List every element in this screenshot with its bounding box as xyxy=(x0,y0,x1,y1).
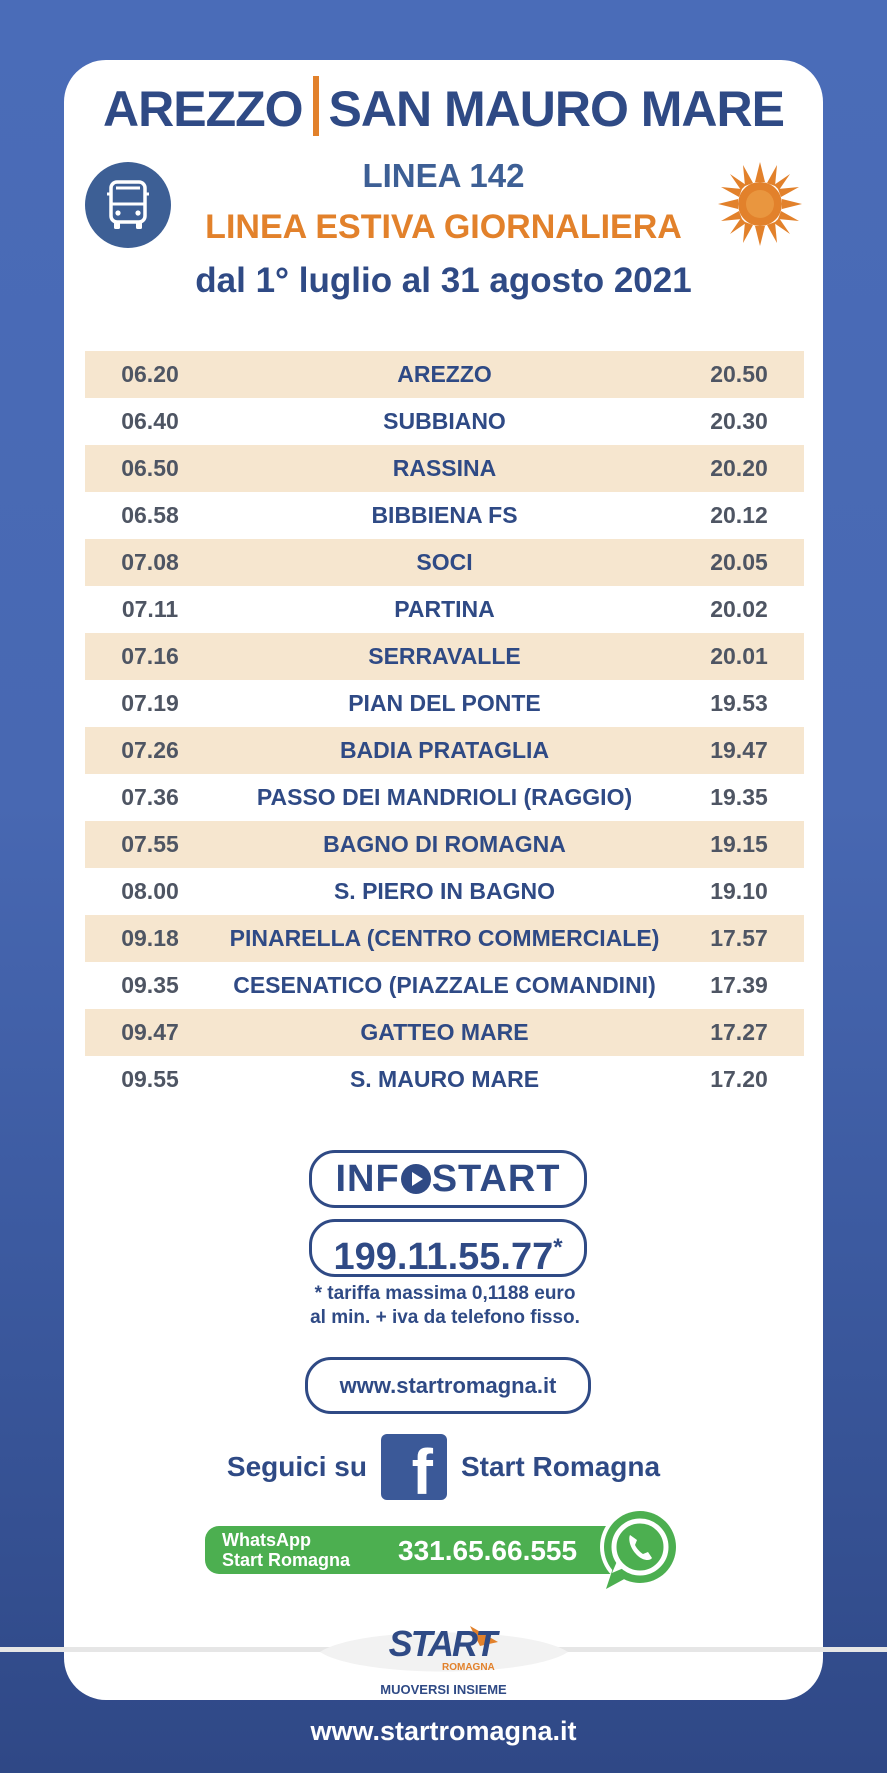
return-time: 20.20 xyxy=(710,455,768,481)
service-period: dal 1° luglio al 31 agosto 2021 xyxy=(195,261,692,300)
departure-time: 06.40 xyxy=(121,408,179,434)
return-time: 17.27 xyxy=(710,1019,768,1045)
timetable-row xyxy=(85,821,804,868)
infostart-phone[interactable] xyxy=(309,1219,587,1277)
departure-time: 08.00 xyxy=(121,878,179,904)
infostart-prefix: INF xyxy=(335,1158,400,1200)
return-time: 17.39 xyxy=(710,972,768,998)
stop-name: PASSO DEI MANDRIOLI (RAGGIO) xyxy=(256,784,633,810)
whatsapp-label xyxy=(222,1530,392,1570)
tariff-note xyxy=(240,1282,650,1330)
return-time: 20.01 xyxy=(710,643,768,669)
departure-time: 07.36 xyxy=(121,784,179,810)
timetable-row xyxy=(85,727,804,774)
departure-time: 07.55 xyxy=(121,831,179,857)
return-time: 20.50 xyxy=(710,361,768,387)
departure-time: 09.18 xyxy=(121,925,179,951)
stop-name: S. PIERO IN BAGNO xyxy=(333,878,556,904)
return-time: 17.20 xyxy=(710,1066,768,1092)
return-time: 19.10 xyxy=(710,878,768,904)
stop-name: AREZZO xyxy=(397,361,492,387)
timetable-row xyxy=(85,868,804,915)
return-time: 20.30 xyxy=(710,408,768,434)
timetable-row xyxy=(85,633,804,680)
stop-name: S. MAURO MARE xyxy=(349,1066,540,1092)
timetable-row xyxy=(85,680,804,727)
timetable-row xyxy=(85,445,804,492)
tariff-note-line-2: al min. + iva da telefono fisso. xyxy=(310,1307,580,1328)
timetable-row xyxy=(85,539,804,586)
departure-time: 07.19 xyxy=(121,690,179,716)
stop-name: PARTINA xyxy=(394,596,495,622)
logo-wordmark: START xyxy=(388,1623,496,1664)
whatsapp-label-line-1: WhatsApp xyxy=(222,1530,311,1550)
departure-time: 06.20 xyxy=(121,361,179,387)
return-time: 20.02 xyxy=(710,596,768,622)
return-time: 17.57 xyxy=(710,925,768,951)
follow-text: Seguici su xyxy=(226,1451,367,1482)
timetable-row xyxy=(85,398,804,445)
departure-time: 07.11 xyxy=(121,596,179,622)
whatsapp-icon[interactable] xyxy=(592,1503,686,1597)
return-time: 20.05 xyxy=(710,549,768,575)
departure-time: 09.35 xyxy=(121,972,179,998)
social-follow xyxy=(64,1432,823,1508)
stop-name: SERRAVALLE xyxy=(368,643,521,669)
return-time: 19.35 xyxy=(710,784,768,810)
departure-time: 06.58 xyxy=(121,502,179,528)
facebook-icon[interactable]: f xyxy=(381,1434,447,1500)
phone-asterisk: * xyxy=(553,1234,563,1261)
departure-time: 06.50 xyxy=(121,455,179,481)
stop-name: PINARELLA (CENTRO COMMERCIALE) xyxy=(229,925,660,951)
phone-number: 199.11.55.77 xyxy=(333,1236,554,1278)
stop-name: SOCI xyxy=(416,549,473,575)
return-time: 19.47 xyxy=(710,737,768,763)
timetable-row xyxy=(85,492,804,539)
departure-time: 09.55 xyxy=(121,1066,179,1092)
route-destination: SAN MAURO MARE xyxy=(328,81,784,137)
footer-website[interactable]: www.startromagna.it xyxy=(310,1716,577,1746)
return-time: 19.15 xyxy=(710,831,768,857)
stop-name: CESENATICO (PIAZZALE COMANDINI) xyxy=(233,972,656,998)
departure-time: 09.47 xyxy=(121,1019,179,1045)
departure-time: 07.26 xyxy=(121,737,179,763)
logo-sub: ROMAGNA xyxy=(442,1662,495,1673)
stop-name: BADIA PRATAGLIA xyxy=(339,737,550,763)
line-number: LINEA 142 xyxy=(362,157,525,194)
departure-time: 07.08 xyxy=(121,549,179,575)
timetable-row xyxy=(85,915,804,962)
timetable-row xyxy=(85,351,804,398)
timetable-row xyxy=(85,586,804,633)
facebook-account[interactable]: Start Romagna xyxy=(460,1451,661,1482)
stop-name: GATTEO MARE xyxy=(360,1019,529,1045)
tariff-note-line-1: * tariffa massima 0,1188 euro xyxy=(314,1283,576,1304)
departure-time: 07.16 xyxy=(121,643,179,669)
timetable-row xyxy=(85,774,804,821)
whatsapp-label-line-2: Start Romagna xyxy=(222,1550,351,1570)
timetable-row xyxy=(85,962,804,1009)
timetable-row xyxy=(85,1009,804,1056)
stop-name: BAGNO DI ROMAGNA xyxy=(323,831,566,857)
return-time: 20.12 xyxy=(710,502,768,528)
route-origin: AREZZO xyxy=(103,81,303,137)
stop-name: RASSINA xyxy=(392,455,497,481)
whatsapp-number[interactable]: 331.65.66.555 xyxy=(398,1535,578,1566)
line-type: LINEA ESTIVA GIORNALIERA xyxy=(205,208,682,246)
timetable xyxy=(85,351,804,1103)
infostart-badge xyxy=(309,1150,587,1208)
title-separator xyxy=(313,76,319,136)
stop-name: BIBBIENA FS xyxy=(371,502,518,528)
stop-name: SUBBIANO xyxy=(383,408,506,434)
timetable-row xyxy=(85,1056,804,1103)
play-icon xyxy=(401,1164,431,1194)
tagline: MUOVERSI INSIEME xyxy=(380,1682,507,1697)
infostart-suffix: START xyxy=(431,1158,561,1200)
route-title xyxy=(64,74,823,144)
return-time: 19.53 xyxy=(710,690,768,716)
stop-name: PIAN DEL PONTE xyxy=(348,690,541,716)
website-link[interactable]: www.startromagna.it xyxy=(305,1357,591,1414)
